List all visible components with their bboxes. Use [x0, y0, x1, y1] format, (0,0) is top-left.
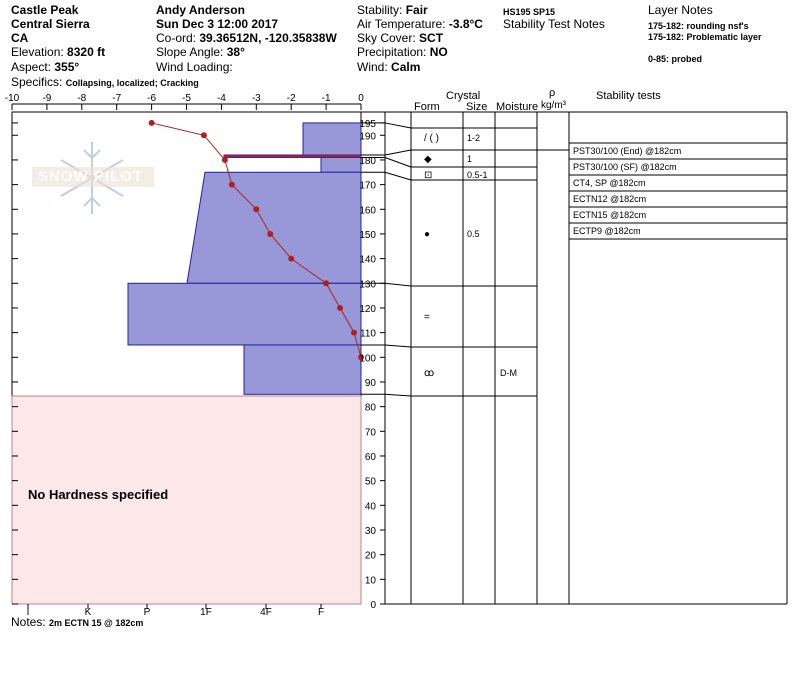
depth-tick-label: 0 [370, 600, 376, 611]
location: Castle Peak [11, 3, 79, 17]
watermark-text: SNOW PILOT [38, 168, 143, 185]
wind-loading: Wind Loading: [156, 60, 233, 74]
depth-tick-label: 150 [359, 229, 376, 241]
temp-tick-label: -6 [147, 93, 157, 104]
depth-tick-label: 180 [359, 155, 376, 167]
temperature-point [267, 231, 273, 237]
layer-connector-line [385, 157, 411, 167]
coordinates: Co-ord: 39.36512N, -120.35838W [156, 31, 337, 45]
temperature-point [253, 206, 259, 212]
datetime: Sun Dec 3 12:00 2017 [156, 17, 279, 31]
temperature-point [323, 280, 329, 286]
depth-tick-label: 80 [364, 402, 376, 414]
hardness-tick-label: F [317, 607, 325, 618]
depth-tick-label: 130 [359, 279, 376, 291]
layer-connector-line [385, 123, 411, 128]
layer-note-3: 0-85: probed [648, 54, 703, 64]
hardness-bar [128, 283, 361, 345]
depth-tick-label: 60 [364, 451, 376, 463]
depth-tick-label: 110 [360, 328, 376, 340]
rounded-grain-icon: ● [424, 229, 431, 240]
stability: Stability: Fair [357, 3, 428, 17]
stability-test: ECTP9 @182cm [573, 226, 641, 236]
temp-tick-label: -8 [77, 93, 87, 104]
header-size: Size [466, 101, 488, 113]
surface-hoar-icon: ◆ [424, 154, 432, 165]
hardness-bar [244, 345, 361, 394]
temp-tick-label: -5 [182, 93, 191, 104]
hardness-bar [187, 172, 361, 283]
stability-test: PST30/100 (SF) @182cm [573, 162, 677, 172]
temperature-point [229, 182, 235, 188]
range: Central Sierra [11, 17, 90, 31]
stability-test: PST30/100 (End) @182cm [573, 146, 682, 156]
hardness-tick-label: I [26, 607, 30, 618]
depth-tick-label: 20 [364, 550, 376, 562]
layer-size: 1 [467, 154, 473, 164]
observer: Andy Anderson [156, 3, 245, 17]
sky-cover: Sky Cover: SCT [357, 31, 444, 45]
layer-note-2: 175-182: Problematic layer [648, 32, 762, 42]
header-crystal: Crystal [446, 90, 481, 102]
temperature-point [149, 120, 155, 126]
hardness-bar [303, 123, 361, 155]
depth-tick-label: 120 [359, 303, 376, 315]
temperature-point [201, 132, 207, 138]
layer-size: 0.5-1 [467, 170, 488, 180]
depth-tick-label: 90 [364, 377, 376, 389]
header-rho: ρ [549, 87, 556, 99]
temp-tick-label: -2 [286, 93, 296, 104]
temp-tick-label: -10 [4, 93, 20, 104]
temperature-point [288, 256, 294, 262]
layer-notes-title: Layer Notes [648, 3, 713, 17]
stability-test: CT4, SP @182cm [573, 178, 646, 188]
air-temperature: Air Temperature: -3.8°C [357, 17, 483, 31]
layer-connector-line [385, 172, 411, 180]
temp-tick-label: -1 [321, 93, 331, 104]
temperature-point [222, 157, 228, 163]
slope-angle: Slope Angle: 38° [156, 45, 245, 59]
wind: Wind: Calm [357, 60, 421, 74]
layer-moisture: D-M [500, 368, 517, 378]
stability-test-notes-title: Stability Test Notes [503, 17, 605, 31]
header-moisture: Moisture [496, 101, 539, 113]
depth-tick-label: 70 [364, 427, 376, 439]
temp-tick-label: -9 [42, 93, 52, 104]
hardness-tick-label: 4F [260, 607, 272, 618]
temperature-point [351, 330, 357, 336]
layer-size: 0.5 [467, 229, 480, 239]
layer-connector-line [385, 283, 411, 286]
specifics: Specifics: Collapsing, localized; Cracking [11, 75, 199, 89]
depth-tick-label: 100 [359, 353, 376, 365]
header-density-unit: kg/m³ [541, 100, 566, 111]
header-stability-tests: Stability tests [596, 90, 661, 102]
faceted-rounded-icon: ⊡ [424, 170, 433, 181]
melt-form-icon: ꝏ [424, 368, 435, 379]
header-form: Form [414, 101, 440, 113]
depth-tick-label: 10 [364, 575, 376, 587]
depth-tick-label: 40 [364, 501, 376, 513]
temp-tick-label: 0 [358, 93, 364, 104]
temp-tick-label: -4 [216, 93, 226, 104]
hs-sp: HS195 SP15 [503, 7, 556, 17]
hardness-tick-label: 1F [200, 607, 212, 618]
hardness-tick-label: P [143, 607, 151, 618]
layer-connector-line [385, 150, 411, 155]
state: CA [11, 31, 29, 45]
depth-tick-label: 50 [364, 476, 376, 488]
no-hardness-label: No Hardness specified [28, 487, 169, 502]
stability-test: ECTN15 @182cm [573, 210, 647, 220]
decomposing-icon: / ( ) [424, 133, 439, 144]
layer-connector-line [385, 394, 411, 396]
temp-tick-label: -3 [251, 93, 261, 104]
depth-tick-label: 195 [359, 118, 376, 130]
depth-tick-label: 30 [364, 525, 376, 537]
hardness-tick-label: K [84, 607, 92, 618]
elevation: Elevation: 8320 ft [11, 45, 106, 59]
depth-tick-label: 140 [359, 254, 376, 266]
depth-tick-label: 160 [359, 205, 376, 217]
notes: Notes: 2m ECTN 15 @ 182cm [11, 615, 144, 629]
temperature-point [337, 305, 343, 311]
depth-tick-label: 170 [359, 180, 376, 192]
aspect: Aspect: 355° [11, 60, 80, 74]
stability-test: ECTN12 @182cm [573, 194, 647, 204]
hardness-bar [321, 157, 361, 172]
temp-tick-label: -7 [112, 93, 122, 104]
precipitation: Precipitation: NO [357, 45, 448, 59]
layer-size: 1-2 [467, 133, 481, 143]
layer-note-1: 175-182: rounding nsf's [648, 21, 749, 31]
layer-connector-line [385, 345, 411, 347]
facet-icon: = [424, 312, 430, 323]
depth-tick-label: 190 [359, 131, 376, 143]
